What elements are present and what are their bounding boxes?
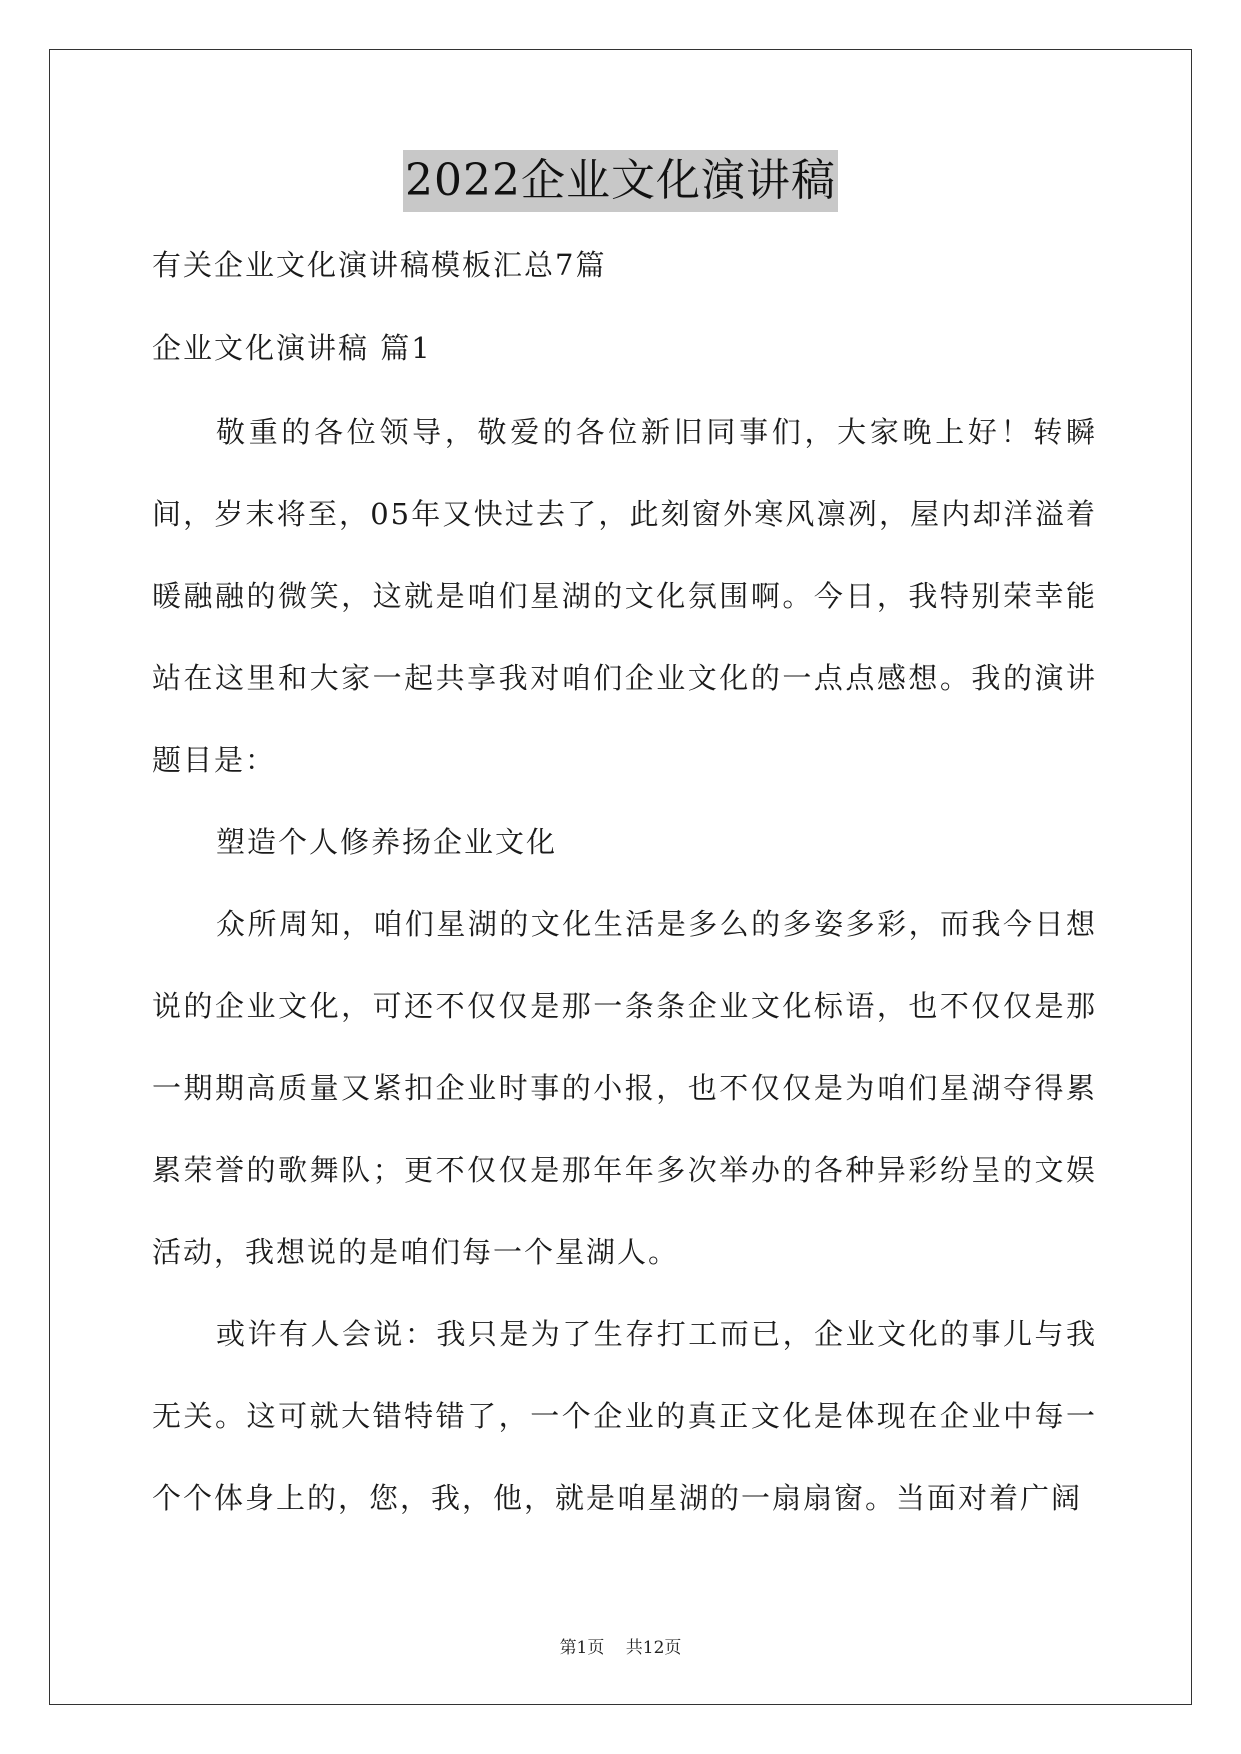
page-number-current: 第1页 — [559, 1638, 605, 1658]
page-number-total: 共12页 — [625, 1638, 682, 1658]
paragraph-speech-topic: 塑造个人修养扬企业文化 — [216, 825, 558, 859]
document-title: 2022企业文化演讲稿 — [403, 150, 838, 212]
title-container — [0, 150, 1241, 212]
paragraph-individual-role: 或许有人会说：我只是为了生存打工而已，企业文化的事儿与我无关。这可就大错特错了，一个企业的真正文化是体现在企业中每一个个体身上的，您，我，他，就是咱星湖的一扇扇窗。当面对着广阔 — [152, 1317, 1097, 1515]
page-footer — [0, 1633, 1241, 1658]
paragraph-greeting: 敬重的各位领导，敬爱的各位新旧同事们，大家晚上好！转瞬间，岁末将至，05年又快过去了，此刻窗外寒风凛冽，屋内却洋溢着暖融融的微笑，这就是咱们星湖的文化氛围啊。今日，我特别荣幸能站在这里和大家一起共享我对咱们企业文化的一点点感想。我的演讲题目是： — [152, 415, 1097, 777]
document-subtitle: 有关企业文化演讲稿模板汇总7篇 — [152, 248, 607, 282]
document-body — [152, 245, 1097, 1539]
section-heading: 企业文化演讲稿 篇1 — [152, 331, 432, 365]
paragraph-culture-life: 众所周知，咱们星湖的文化生活是多么的多姿多彩，而我今日想说的企业文化，可还不仅仅是那一条条企业文化标语，也不仅仅是那一期期高质量又紧扣企业时事的小报，也不仅仅是为咱们星湖夺得累累荣誉的歌舞队；更不仅仅是那年年多次举办的各种异彩纷呈的文娱活动，我想说的是咱们每一个星湖人。 — [152, 907, 1097, 1269]
